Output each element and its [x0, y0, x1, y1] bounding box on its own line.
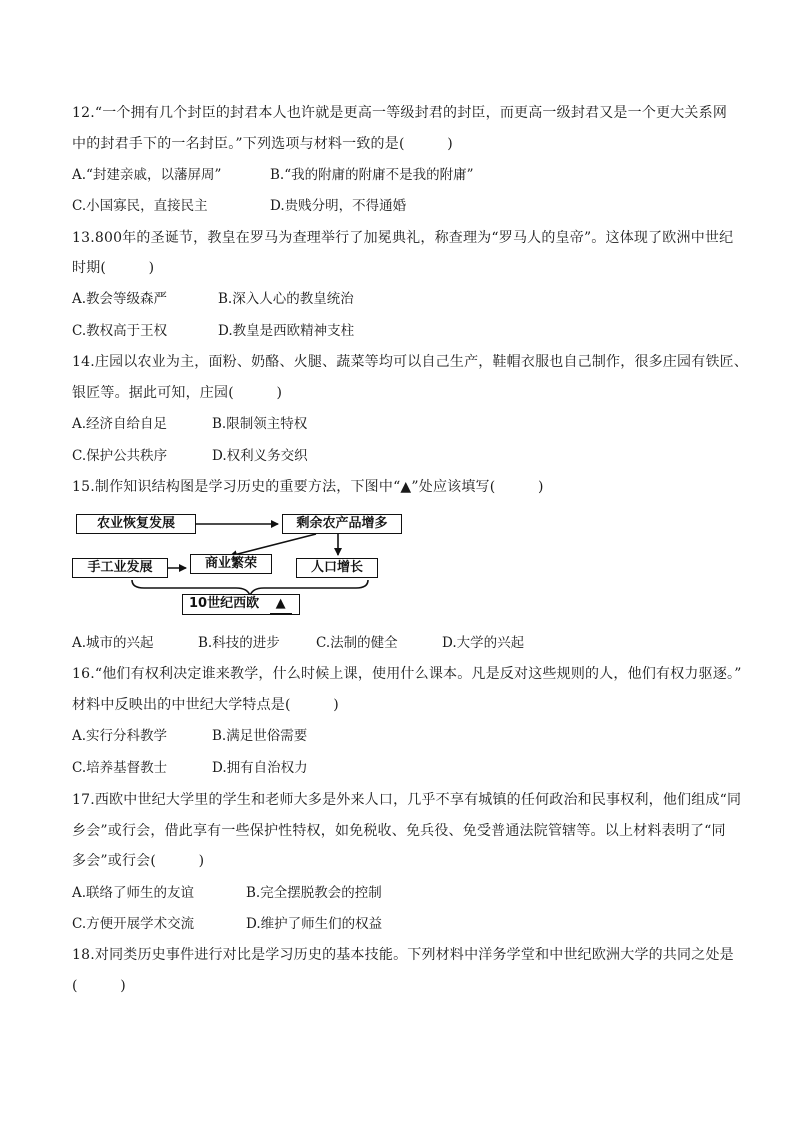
q16-option-d[interactable]: D.拥有自治权力	[212, 760, 308, 776]
q17-option-c[interactable]: C.方便开展学术交流	[72, 916, 195, 932]
q14-option-c[interactable]: C.保护公共秩序	[72, 448, 168, 464]
q15-option-c[interactable]: C.法制的健全	[316, 635, 398, 651]
q14-option-d[interactable]: D.权利义务交织	[212, 448, 308, 464]
q16-option-c[interactable]: C.培养基督教士	[72, 760, 168, 776]
q16-stem-line1: 16.“他们有权利决定谁来教学，什么时候上课，使用什么课本。凡是反对这些规则的人，他们有权力驱逐。”	[72, 666, 742, 682]
q14-stem-line1: 14.庄园以农业为主，面粉、奶酪、火腿、蔬菜等均可以自己生产，鞋帽衣服也自己制作，很多庄园有铁匠、	[72, 354, 749, 370]
box-handicraft: 手工业发展	[72, 558, 168, 578]
q17-stem-line3: 多会”或行会( )	[72, 853, 205, 869]
q13-option-b[interactable]: B.深入人心的教皇统治	[218, 291, 354, 307]
q17-stem-line1: 17.西欧中世纪大学里的学生和老师大多是外来人口，几乎不享有城镇的任何政治和民事权利，他们组成“同	[72, 792, 742, 808]
q12-stem-line1: 12.“一个拥有几个封臣的封君本人也许就是更高一等级封君的封臣，而更高一级封君又是一个更大关系网	[72, 105, 728, 121]
q17-option-d[interactable]: D.维护了师生们的权益	[246, 916, 383, 932]
q18-stem-line2: ( )	[72, 978, 126, 994]
q14-option-a[interactable]: A.经济自给自足	[72, 416, 168, 432]
q13-option-a[interactable]: A.教会等级森严	[72, 291, 168, 307]
q15-option-a[interactable]: A.城市的兴起	[72, 635, 154, 651]
q16-option-b[interactable]: B.满足世俗需要	[212, 728, 308, 744]
q12-option-d[interactable]: D.贵贱分明，不得通婚	[270, 198, 407, 214]
q16-option-a[interactable]: A.实行分科教学	[72, 728, 168, 744]
q18-stem-line1: 18.对同类历史事件进行对比是学习历史的基本技能。下列材料中洋务学堂和中世纪欧洲大学的共同之处是	[72, 947, 734, 963]
q15-option-d[interactable]: D.大学的兴起	[442, 635, 525, 651]
q13-stem-line2: 时期( )	[72, 260, 155, 276]
q12-option-c[interactable]: C.小国寡民，直接民主	[72, 198, 208, 214]
box-agri: 农业恢复发展	[76, 514, 196, 534]
q17-option-a[interactable]: A.联络了师生的友谊	[72, 885, 195, 901]
q12-option-a[interactable]: A.“封建亲戚，以藩屏周”	[72, 167, 222, 183]
box-surplus: 剩余农产品增多	[282, 514, 402, 534]
q14-stem-line2: 银匠等。据此可知，庄园( )	[72, 385, 283, 401]
q12-stem-line2: 中的封君手下的一名封臣。”下列选项与材料一致的是( )	[72, 136, 453, 152]
box-commerce: 商业繁荣	[190, 554, 272, 574]
triangle-icon: ▲	[275, 596, 286, 611]
q17-option-b[interactable]: B.完全摆脱教会的控制	[246, 885, 382, 901]
arrow-surplus-to-commerce	[230, 534, 316, 556]
q12-option-b[interactable]: B.“我的附庸的附庸不是我的附庸”	[270, 167, 474, 183]
answer-blank	[270, 595, 292, 614]
q15-stem-line1: 15.制作知识结构图是学习历史的重要方法，下图中“▲”处应该填写( )	[72, 479, 544, 495]
q13-option-d[interactable]: D.教皇是西欧精神支柱	[218, 323, 355, 339]
knowledge-structure-diagram	[70, 510, 430, 622]
box-population: 人口增长	[296, 558, 378, 578]
result-label: 10世纪西欧	[189, 596, 260, 611]
q15-option-b[interactable]: B.科技的进步	[198, 635, 280, 651]
q13-stem-line1: 13.800年的圣诞节，教皇在罗马为查理举行了加冕典礼，称查理为“罗马人的皇帝”。这体现了欧洲中世纪	[72, 230, 734, 246]
q16-stem-line2: 材料中反映出的中世纪大学特点是( )	[72, 697, 339, 713]
q17-stem-line2: 乡会”或行会，借此享有一些保护性特权，如免税收、免兵役、免受普通法院管辖等。以上材料表明了“同	[72, 823, 726, 839]
q13-option-c[interactable]: C.教权高于王权	[72, 323, 168, 339]
box-result	[182, 594, 300, 615]
q14-option-b[interactable]: B.限制领主特权	[212, 416, 308, 432]
